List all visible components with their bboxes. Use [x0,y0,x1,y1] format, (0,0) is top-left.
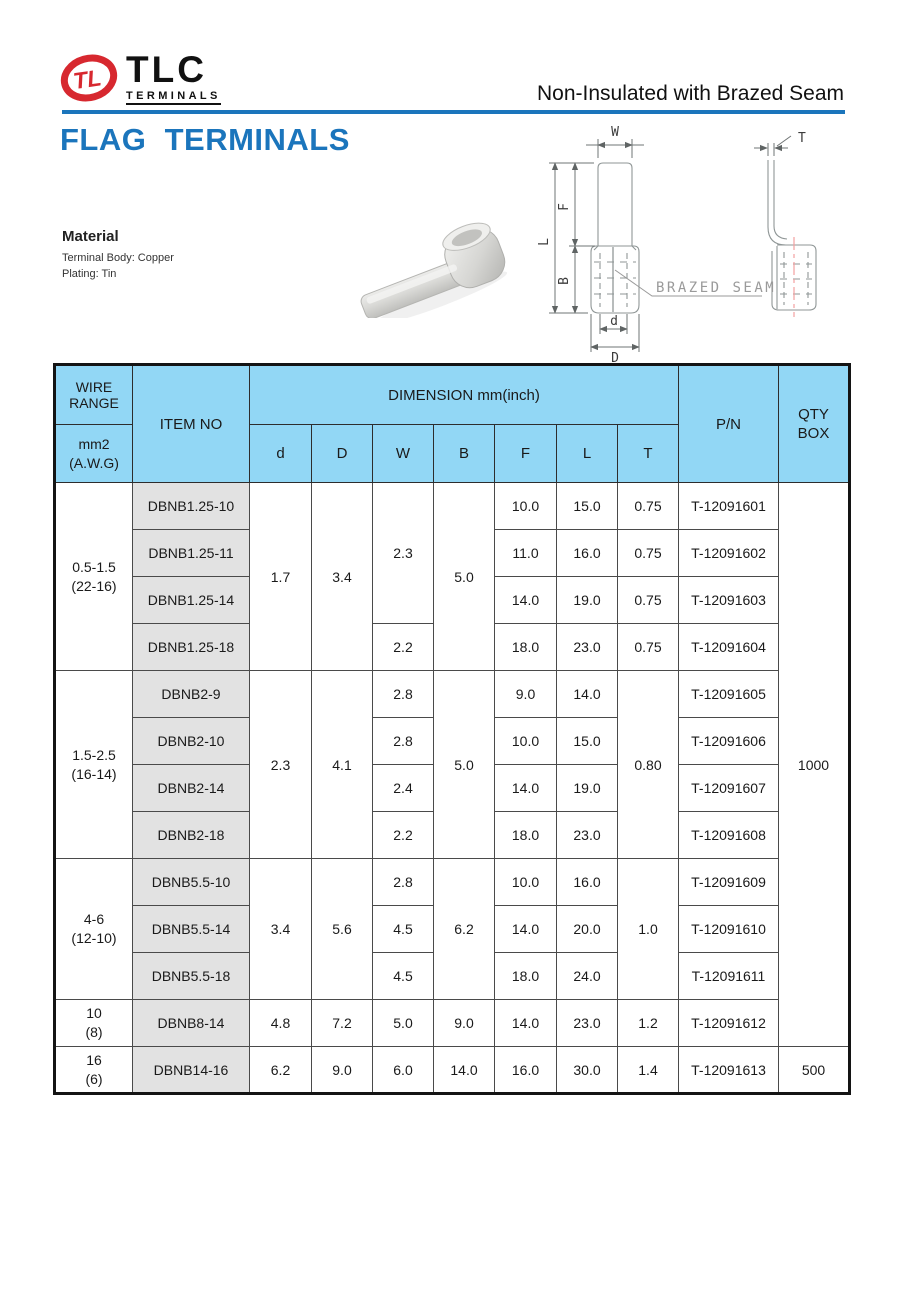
dim-f-cell: 9.0 [495,671,557,718]
item-no-cell: DBNB1.25-10 [133,483,250,530]
dim-t-cell: 0.75 [618,530,679,577]
table-row [55,859,850,906]
item-no-cell: DBNB8-14 [133,1000,250,1047]
header-qty: QTY [798,406,829,423]
header-mm2: mm2 [78,435,110,452]
dim-l-cell: 19.0 [557,577,618,624]
material-heading: Material [62,228,119,245]
dim-d-cell: 2.3 [250,671,312,859]
svg-text:TL: TL [71,64,103,95]
wire-value: 1.5-2.5 [72,746,116,763]
dim-f-cell: 14.0 [495,577,557,624]
dim-w-cell: 5.0 [373,1000,434,1047]
item-no-cell: DBNB1.25-14 [133,577,250,624]
dim-l-cell: 23.0 [557,1000,618,1047]
pn-cell: T-12091605 [679,671,779,718]
pn-cell: T-12091610 [679,906,779,953]
dim-b-cell: 6.2 [434,859,495,1000]
header-dim-dd: D [312,425,373,483]
dim-dd-cell: 9.0 [312,1047,373,1094]
dim-w-cell: 2.4 [373,765,434,812]
wire-value: 16 [86,1051,102,1068]
dim-l-cell: 30.0 [557,1047,618,1094]
dim-f-cell: 18.0 [495,953,557,1000]
header-dimension: DIMENSION mm(inch) [250,365,679,425]
pn-cell: T-12091601 [679,483,779,530]
dim-f-cell: 14.0 [495,765,557,812]
header-item-no: ITEM NO [133,365,250,483]
brand-text [126,49,221,105]
label-d: d [610,314,618,329]
dim-d-cell: 3.4 [250,859,312,1000]
awg-value: (22-16) [71,577,117,594]
header-qty-box [779,365,850,483]
dim-w-cell: 2.8 [373,671,434,718]
dim-d-cell: 4.8 [250,1000,312,1047]
dim-dd-cell: 5.6 [312,859,373,1000]
item-no-cell: DBNB1.25-11 [133,530,250,577]
dim-t-cell: 1.2 [618,1000,679,1047]
label-b: B [557,277,572,285]
wire-value: 0.5-1.5 [72,558,116,575]
dim-f-cell: 10.0 [495,859,557,906]
awg-value: (16-14) [71,765,117,782]
dim-t-cell: 1.4 [618,1047,679,1094]
dim-dd-cell: 3.4 [312,483,373,671]
company-logo [60,50,221,106]
wire-range-cell [55,1047,133,1094]
dim-d-cell: 1.7 [250,483,312,671]
awg-value: (12-10) [71,930,117,946]
dim-f-cell: 18.0 [495,812,557,859]
item-no-cell: DBNB14-16 [133,1047,250,1094]
header-box: BOX [797,425,830,442]
dim-dd-cell: 7.2 [312,1000,373,1047]
pn-cell: T-12091606 [679,718,779,765]
dim-l-cell: 16.0 [557,530,618,577]
dim-b-cell: 5.0 [434,671,495,859]
header-dim-l: L [557,425,618,483]
header-divider [62,110,845,114]
item-no-cell: DBNB5.5-10 [133,859,250,906]
dim-l-cell: 15.0 [557,718,618,765]
dim-f-cell: 10.0 [495,483,557,530]
pn-cell: T-12091603 [679,577,779,624]
table-row [55,483,850,530]
label-f: F [557,203,572,211]
qty-cell: 1000 [779,483,850,1047]
front-view [591,163,639,313]
dim-f-cell: 18.0 [495,624,557,671]
header-dim-w: W [373,425,434,483]
brazed-seam-callout: BRAZED SEAM [656,280,777,296]
dim-w-cell: 2.8 [373,718,434,765]
material-body: Terminal Body: Copper [62,252,174,264]
dim-w-cell: 6.0 [373,1047,434,1094]
dim-l-cell: 14.0 [557,671,618,718]
wire-value: 4-6 [83,911,105,927]
label-dd: D [611,351,619,364]
item-no-cell: DBNB2-10 [133,718,250,765]
material-section [62,228,174,282]
pn-cell: T-12091607 [679,765,779,812]
dim-l-cell: 24.0 [557,953,618,1000]
dim-f-cell: 10.0 [495,718,557,765]
brand-name: TLC [126,49,207,90]
table-row [55,1047,850,1094]
dim-w-cell: 2.8 [373,859,434,906]
header-dim-t: T [618,425,679,483]
item-no-cell: DBNB5.5-18 [133,953,250,1000]
pn-cell: T-12091612 [679,1000,779,1047]
dim-t-cell: 0.75 [618,577,679,624]
brand-tagline: TERMINALS [126,90,221,105]
item-no-cell: DBNB5.5-14 [133,906,250,953]
header-dim-d: d [250,425,312,483]
dim-w-cell: 2.3 [373,483,434,624]
dim-l-cell: 23.0 [557,624,618,671]
header-dim-f: F [495,425,557,483]
item-no-cell: DBNB2-18 [133,812,250,859]
wire-range-cell [55,671,133,859]
dim-b-cell: 5.0 [434,483,495,671]
wire-range-cell [55,859,133,1000]
header-pn: P/N [679,365,779,483]
pn-cell: T-12091611 [679,953,779,1000]
dim-l-cell: 23.0 [557,812,618,859]
awg-value: (6) [85,1070,103,1087]
dim-w-cell: 4.5 [373,906,434,953]
pn-cell: T-12091608 [679,812,779,859]
material-plating: Plating: Tin [62,268,117,280]
dim-l-cell: 16.0 [557,859,618,906]
dim-b-cell: 9.0 [434,1000,495,1047]
dim-w-cell: 2.2 [373,812,434,859]
wire-range-cell [55,483,133,671]
dim-f-cell: 11.0 [495,530,557,577]
dim-t-cell: 0.75 [618,483,679,530]
table-row [55,671,850,718]
dim-l-cell: 19.0 [557,765,618,812]
dimension-labels [537,125,806,364]
wire-value: 10 [86,1005,102,1021]
qty-cell: 500 [779,1047,850,1094]
header-awg: (A.W.G) [69,454,119,471]
dim-t-cell: 0.75 [618,624,679,671]
dim-t-cell: 1.0 [618,859,679,1000]
pn-cell: T-12091613 [679,1047,779,1094]
header-wire-unit [55,425,133,483]
pn-cell: T-12091609 [679,859,779,906]
header-dim-b: B [434,425,495,483]
technical-drawing [528,118,900,364]
page-title: FLAG TERMINALS [60,122,350,157]
dim-w-cell: 4.5 [373,953,434,1000]
label-l: L [537,238,552,246]
item-no-cell: DBNB1.25-18 [133,624,250,671]
wire-range-cell [55,1000,133,1047]
pn-cell: T-12091604 [679,624,779,671]
pn-cell: T-12091602 [679,530,779,577]
dim-f-cell: 14.0 [495,1000,557,1047]
dim-w-cell: 2.2 [373,624,434,671]
table-row [55,1000,850,1047]
dim-dd-cell: 4.1 [312,671,373,859]
dim-l-cell: 20.0 [557,906,618,953]
logo-oval-icon [60,50,118,106]
label-t: T [798,131,806,146]
awg-value: (8) [85,1024,103,1040]
dim-l-cell: 15.0 [557,483,618,530]
series-title: Non-Insulated with Brazed Seam [537,82,844,105]
dim-f-cell: 16.0 [495,1047,557,1094]
dim-b-cell: 14.0 [434,1047,495,1094]
dim-f-cell: 14.0 [495,906,557,953]
dim-d-cell: 6.2 [250,1047,312,1094]
item-no-cell: DBNB2-9 [133,671,250,718]
product-photo [346,208,536,318]
item-no-cell: DBNB2-14 [133,765,250,812]
side-view-dimensions [754,136,791,156]
dim-t-cell: 0.80 [618,671,679,859]
header-wire-range: WIRE RANGE [55,365,133,425]
label-w: W [611,125,619,140]
spec-table [53,363,851,1095]
